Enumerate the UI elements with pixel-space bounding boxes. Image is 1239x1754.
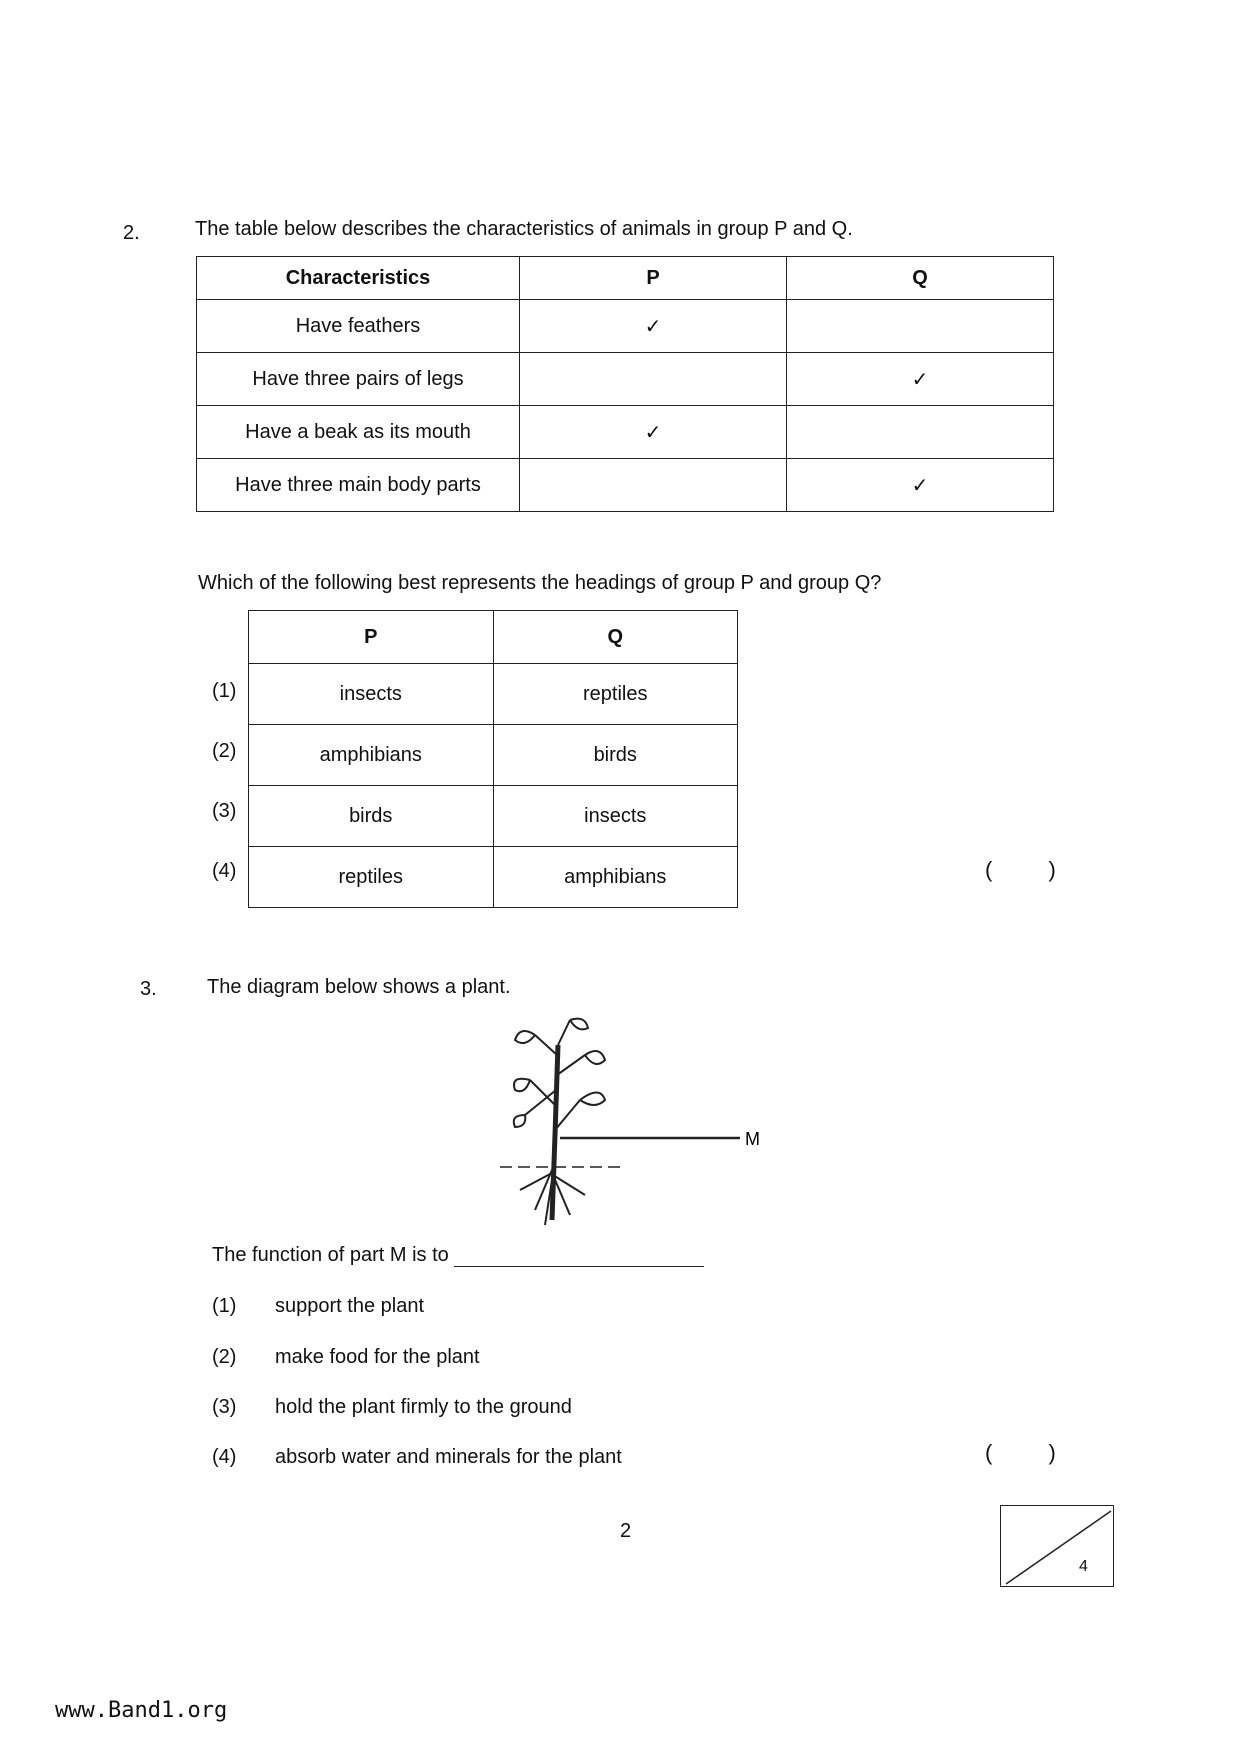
option-number: (2) xyxy=(212,1346,237,1368)
check-cell: ✓ xyxy=(520,406,787,459)
option-header-q: Q xyxy=(493,611,738,664)
option-row[interactable] xyxy=(249,847,738,908)
question-3-stem xyxy=(212,1244,704,1267)
option-header-p: P xyxy=(249,611,494,664)
characteristics-table xyxy=(196,256,1054,512)
stem-text: The function of part M is to xyxy=(212,1244,449,1266)
check-cell: ✓ xyxy=(787,353,1054,406)
option-number: (3) xyxy=(212,800,237,822)
question-2-number: 2. xyxy=(123,222,140,244)
check-cell: ✓ xyxy=(520,300,787,353)
table-row xyxy=(197,406,1054,459)
check-cell xyxy=(520,353,787,406)
table-row xyxy=(197,353,1054,406)
check-cell xyxy=(787,406,1054,459)
characteristic-cell: Have feathers xyxy=(197,300,520,353)
option-number: (2) xyxy=(212,740,237,762)
page-number: 2 xyxy=(620,1520,632,1542)
question-2-prompt: The table below describes the characteristics of animals in group P and Q. xyxy=(195,218,853,240)
score-diagonal xyxy=(1001,1506,1113,1586)
option-number: (3) xyxy=(212,1396,237,1418)
table-row xyxy=(197,459,1054,512)
options-table xyxy=(248,610,738,908)
answer-bracket-q2[interactable]: ( ) xyxy=(985,857,1056,882)
option-row[interactable] xyxy=(249,664,738,725)
option-text[interactable]: support the plant xyxy=(275,1295,424,1317)
table-row xyxy=(197,300,1054,353)
label-m: M xyxy=(745,1129,760,1149)
characteristic-cell: Have a beak as its mouth xyxy=(197,406,520,459)
characteristic-cell: Have three main body parts xyxy=(197,459,520,512)
score-box xyxy=(1000,1505,1114,1587)
question-3-number: 3. xyxy=(140,978,157,1000)
check-cell xyxy=(520,459,787,512)
score-total: 4 xyxy=(1079,1558,1088,1575)
option-text[interactable]: hold the plant firmly to the ground xyxy=(275,1396,572,1418)
option-number: (4) xyxy=(212,860,237,882)
option-q: insects xyxy=(493,786,738,847)
option-q: reptiles xyxy=(493,664,738,725)
option-number: (1) xyxy=(212,1295,237,1317)
option-row[interactable] xyxy=(249,786,738,847)
option-number: (1) xyxy=(212,680,237,702)
option-q: birds xyxy=(493,725,738,786)
header-p: P xyxy=(520,257,787,300)
question-3-prompt: The diagram below shows a plant. xyxy=(207,976,511,998)
answer-blank xyxy=(454,1248,704,1267)
option-row[interactable] xyxy=(249,725,738,786)
check-cell xyxy=(787,300,1054,353)
option-text[interactable]: make food for the plant xyxy=(275,1346,480,1368)
option-p: reptiles xyxy=(249,847,494,908)
table-header-row xyxy=(197,257,1054,300)
characteristic-cell: Have three pairs of legs xyxy=(197,353,520,406)
header-q: Q xyxy=(787,257,1054,300)
answer-bracket-q3[interactable]: ( ) xyxy=(985,1440,1056,1465)
option-p: amphibians xyxy=(249,725,494,786)
header-characteristics: Characteristics xyxy=(197,257,520,300)
option-q: amphibians xyxy=(493,847,738,908)
check-cell: ✓ xyxy=(787,459,1054,512)
footer-url[interactable]: www.Band1.org xyxy=(55,1698,228,1723)
question-2-stem: Which of the following best represents the headings of group P and group Q? xyxy=(198,572,882,594)
option-text[interactable]: absorb water and minerals for the plant xyxy=(275,1446,622,1468)
option-p: birds xyxy=(249,786,494,847)
plant-diagram xyxy=(500,1015,780,1230)
option-number: (4) xyxy=(212,1446,237,1468)
option-p: insects xyxy=(249,664,494,725)
